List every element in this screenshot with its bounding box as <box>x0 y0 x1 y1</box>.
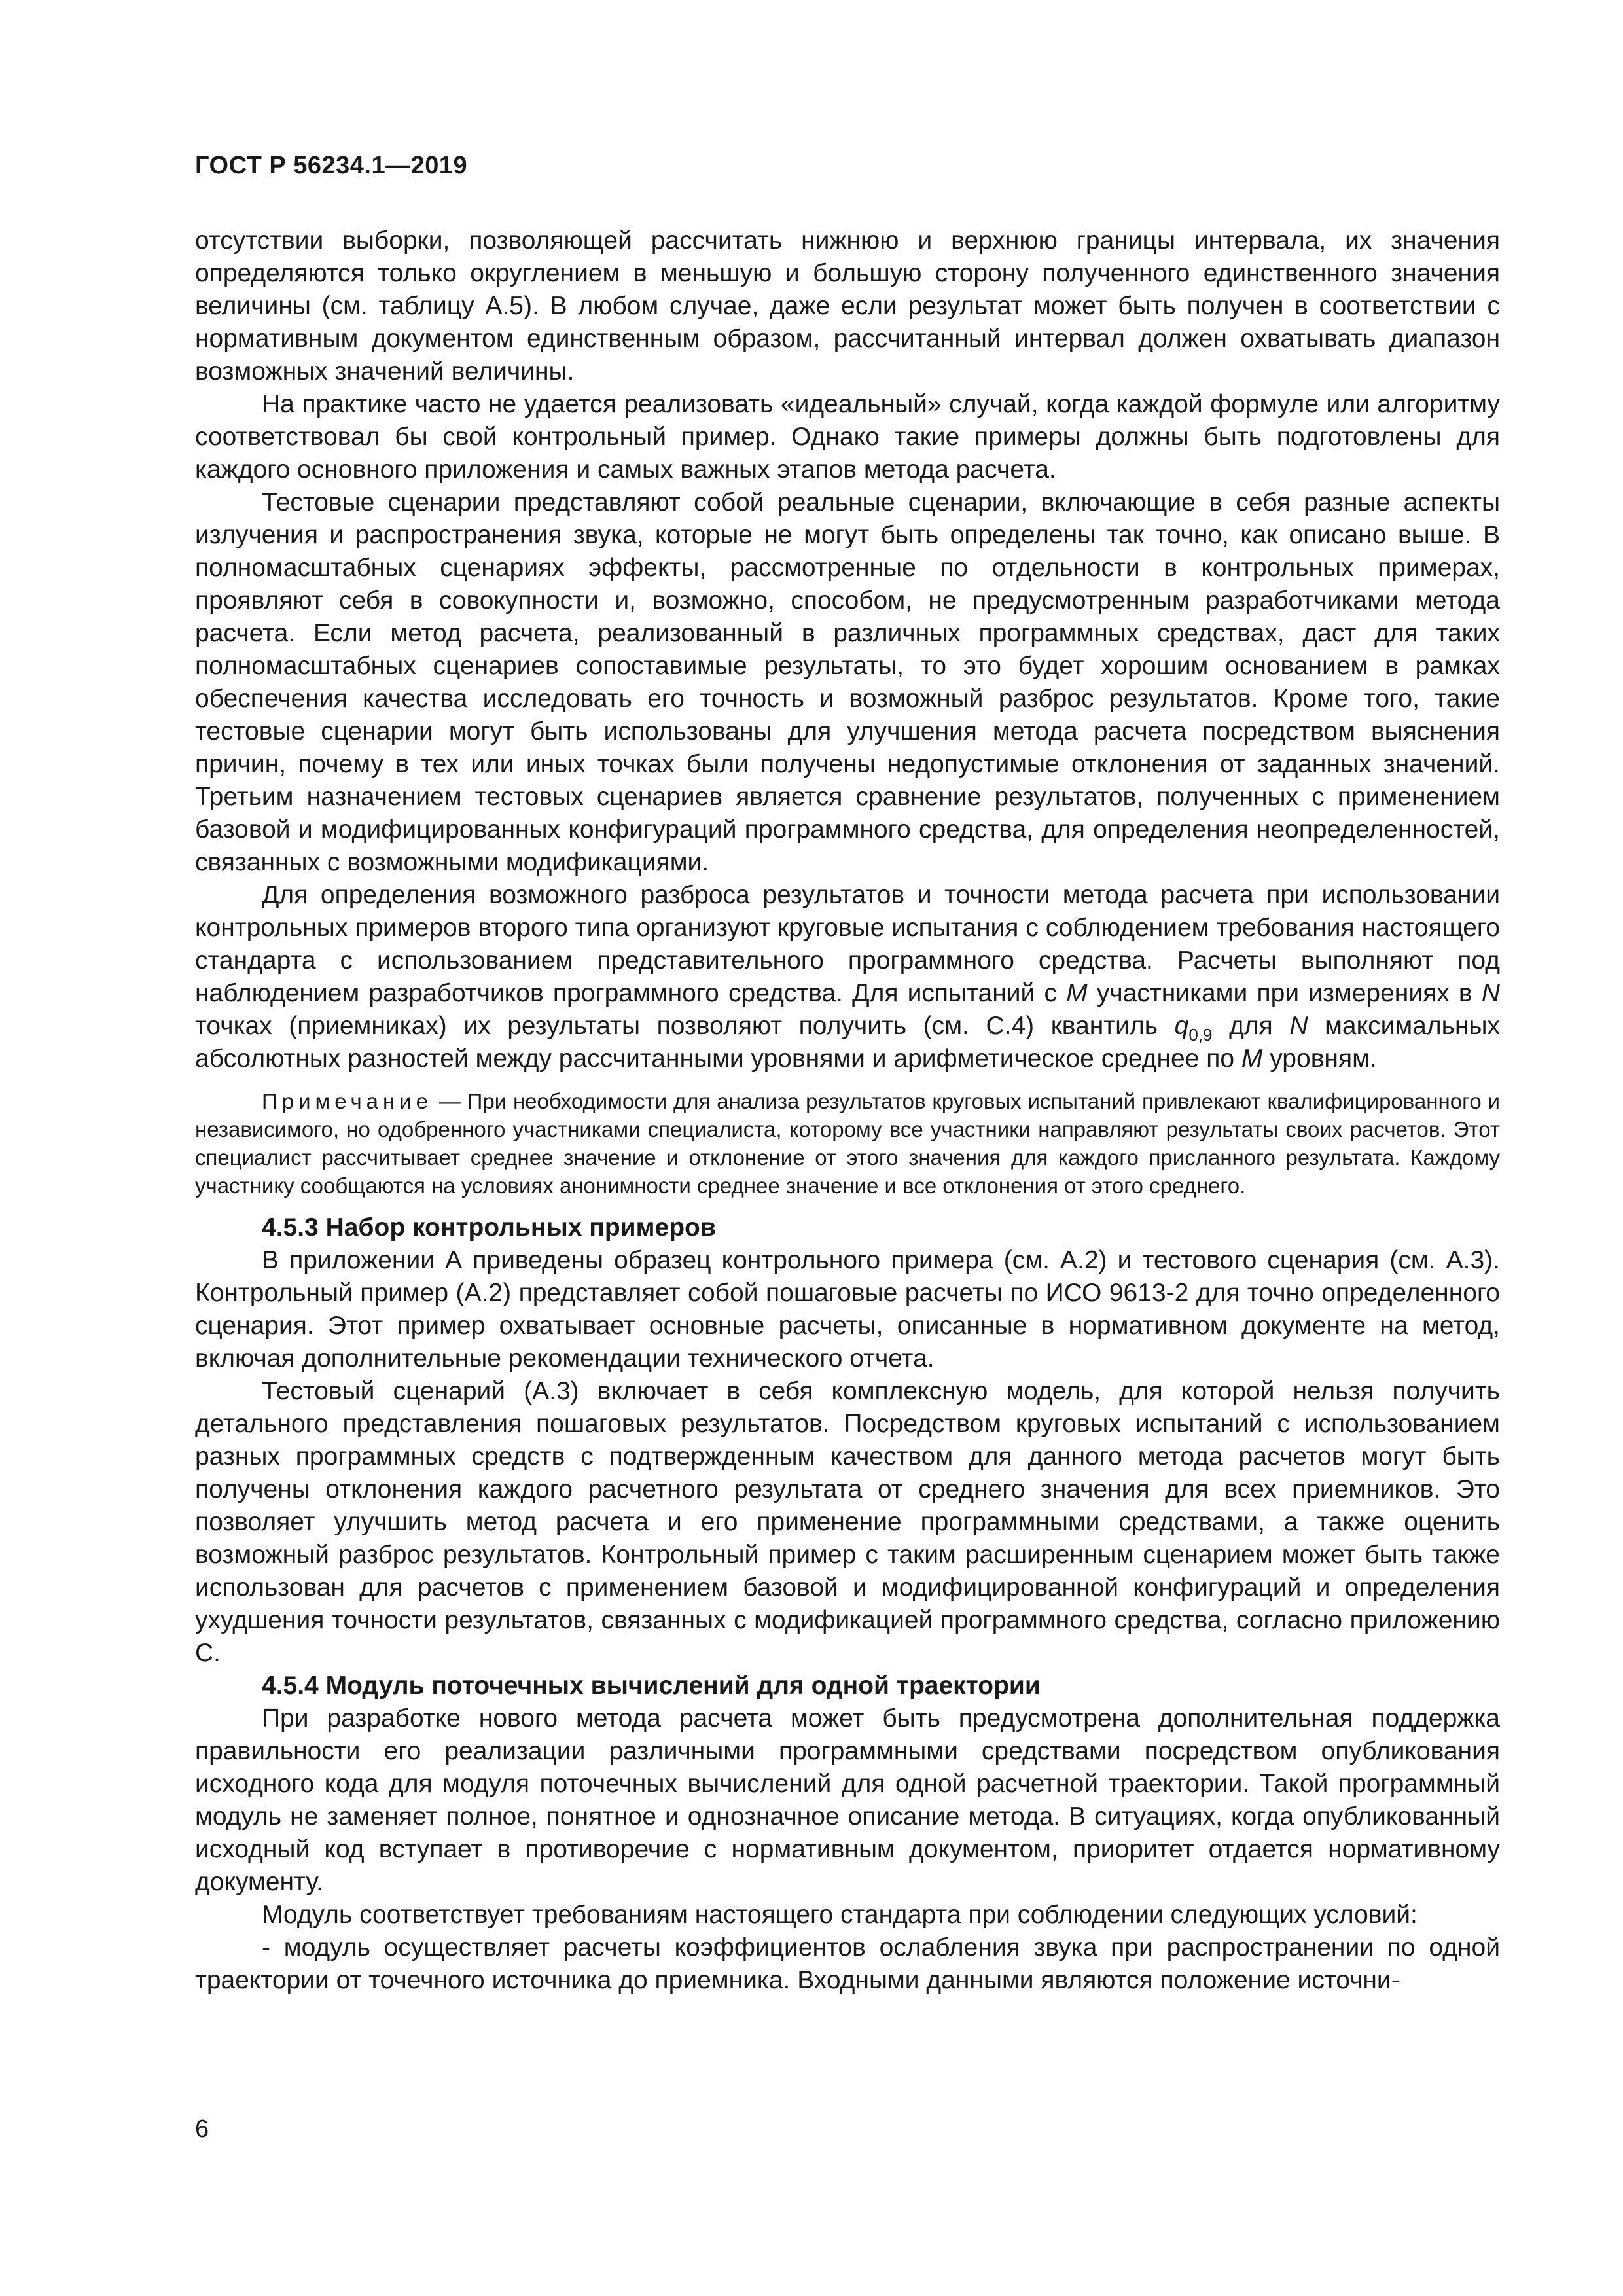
document-header: ГОСТ Р 56234.1—2019 <box>195 152 468 179</box>
paragraph: - модуль осуществляет расчеты коэффициентов ослабления звука при распространении по одной траектории от точечного источника до приемника. Входными данными являются положение источни- <box>195 1933 1500 1994</box>
text-run: участниками при измерениях в <box>1096 979 1472 1007</box>
paragraph: На практике часто не удается реализовать «идеальный» случай, когда каждой формуле или алгоритму соответствовал бы свой контрольный пример. Однако такие примеры должны быть подготовлены для каждого основного приложения и самых важных этапов метода расчета. <box>195 390 1500 484</box>
variable-n: N <box>1481 979 1500 1007</box>
note <box>195 1087 1500 1200</box>
paragraph: При разработке нового метода расчета может быть предусмотрена дополнительная поддержка правильности его реализации различными программными средствами посредством опубликования исходного кода для модуля поточечных вычислений для одной расчетной траектории. Такой программный модуль не заменяет полное, понятное и однозначное описание метода. В ситуациях, когда опубликованный исходный код вступает в противоречие с нормативным документом, приоритет отдается нормативному документу. <box>195 1704 1500 1896</box>
paragraph: Модуль соответствует требованиям настоящего стандарта при соблюдении следующих условий: <box>262 1901 1418 1929</box>
text-run: точках (приемниках) их результаты позволяют получить (см. С.4) квантиль <box>195 1012 1158 1040</box>
paragraph: Тестовый сценарий (А.3) включает в себя комплексную модель, для которой нельзя получить детального представления пошаговых результатов. Посредством круговых испытаний с использованием разных программных средств с подтвержденным качеством для данного метода расчетов могут быть получены отклонения каждого расчетного результата от среднего значения для всех приемников. Это позволяет улучшить метод расчета и его применение программными средствами, а также оценить возможный разброс результатов. Контрольный пример с таким расширенным сценарием может быть также использован для расчетов с применением базовой и модифицированной конфигураций и определения ухудшения точности результатов, связанных с модификацией программного средства, согласно приложению С. <box>195 1377 1500 1667</box>
text-run: максимальных абсолютных разностей между рассчитанными уровнями и арифметическое среднее по <box>195 1012 1501 1073</box>
note-text: — При необходимости для анализа результатов круговых испытаний привлекают квалифицированного и независимого, но одобренного участниками специалиста, которому все участники направляют результаты своих расчетов. Этот специалист рассчитывает среднее значение и отклонение от этого значения для каждого присланного результата. Каждому участнику сообщаются на условиях анонимности среднее значение и все отклонения от этого среднего. <box>195 1089 1500 1198</box>
paragraph: отсутствии выборки, позволяющей рассчитать нижнюю и верхнюю границы интервала, их значения определяются только округлением в меньшую и большую сторону полученного единственного значения величины (см. таблицу А.5). В любом случае, даже если результат может быть получен в соответствии с нормативным документом единственным образом, рассчитанный интервал должен охватывать диапазон возможных значений величины. <box>195 226 1500 386</box>
text-run: для <box>1229 1012 1273 1040</box>
text-run: Для определения возможного разброса результатов и точности метода расчета при использовании контрольных примеров второго типа организуют круговые испытания с соблюдением требования настоящего стандарта с использованием представительного программного средства. Расчеты выполняют под наблюдением разработчиков программного средства. Для испытаний с <box>195 881 1500 1007</box>
variable-q: q <box>1174 1012 1189 1040</box>
variable-m: M <box>1241 1045 1263 1073</box>
document-page <box>195 0 1500 2296</box>
text-run: уровням. <box>1270 1045 1377 1073</box>
variable-q-subscript: 0,9 <box>1188 1025 1213 1045</box>
section-heading-4-5-3: 4.5.3 Набор контрольных примеров <box>262 1213 716 1242</box>
variable-n: N <box>1289 1012 1308 1040</box>
paragraph: В приложении А приведены образец контрольного примера (см. А.2) и тестового сценария (см. А.3). Контрольный пример (А.2) представляет собой пошаговые расчеты по ИСО 9613-2 для точно определенного сценария. Этот пример охватывает основные расчеты, описанные в нормативном документе на метод, включая дополнительные рекомендации технического отчета. <box>195 1246 1500 1372</box>
page-number: 6 <box>195 2115 209 2143</box>
variable-m: M <box>1066 979 1088 1007</box>
document-body <box>195 224 1500 1997</box>
paragraph: Тестовые сценарии представляют собой реальные сценарии, включающие в себя разные аспекты излучения и распространения звука, которые не могут быть определены так точно, как описано выше. В полномасштабных сценариях эффекты, рассмотренные по отдельности в контрольных примерах, проявляют себя в совокупности и, возможно, способом, не предусмотренным разработчиками метода расчета. Если метод расчета, реализованный в различных программных средствах, даст для таких полномасштабных сценариев сопоставимые результаты, то это будет хорошим основанием в рамках обеспечения качества исследовать его точность и возможный разброс результатов. Кроме того, такие тестовые сценарии могут быть использованы для улучшения метода расчета посредством выяснения причин, почему в тех или иных точках были получены недопустимые отклонения от заданных значений. Третьим назначением тестовых сценариев является сравнение результатов, полученных с применением базовой и модифицированных конфигураций программного средства, для определения неопределенностей, связанных с возможными модификациями. <box>195 488 1500 876</box>
note-label: Примечание <box>262 1089 433 1113</box>
paragraph-round-robin <box>195 879 1500 1075</box>
section-heading-4-5-4: 4.5.4 Модуль поточечных вычислений для одной траектории <box>262 1672 1041 1700</box>
